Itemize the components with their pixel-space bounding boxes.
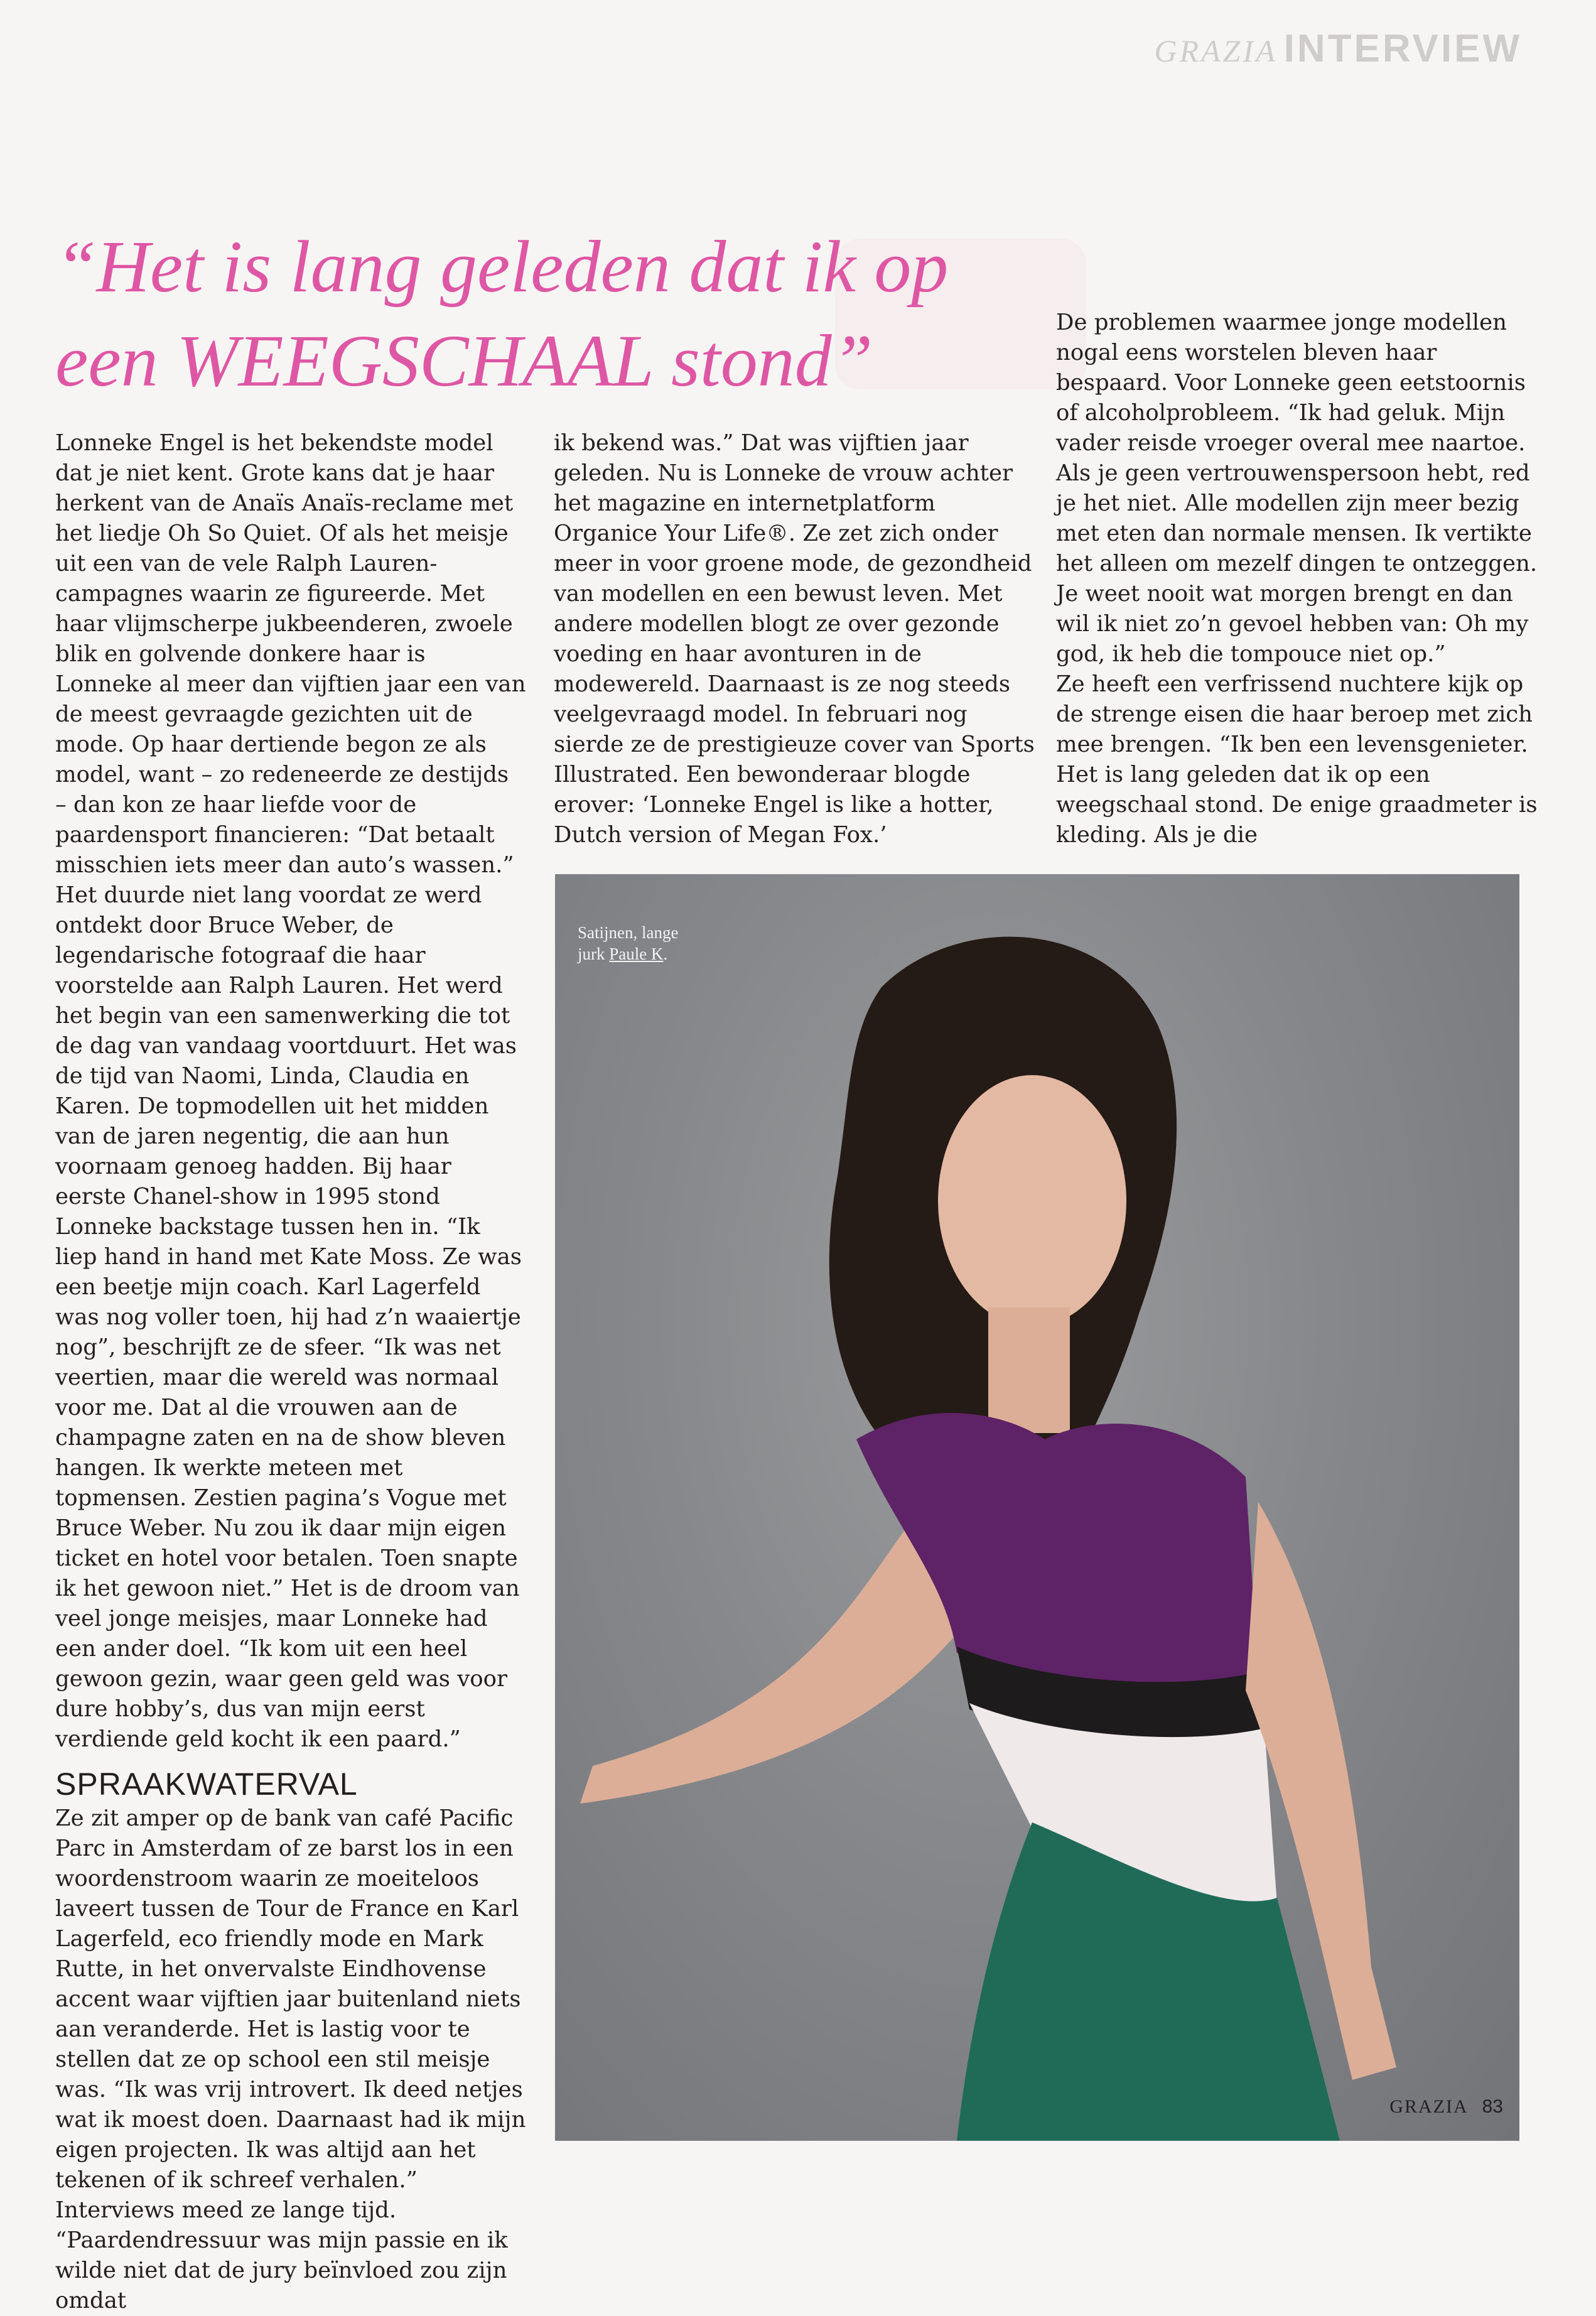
portrait-photo bbox=[555, 874, 1519, 2141]
page-header bbox=[1154, 26, 1522, 72]
text-column-1 bbox=[55, 428, 526, 2316]
intro-paragraph: Lonneke Engel is het bekendste model dat je niet kent. Grote kans dat je haar herkent van de Anaïs Anaïs-reclame met het liedje Oh So Quiet. Of als het meisje uit een van de vele Ralph Lauren-campagnes waarin ze figureerde. Met haar vlijmscherpe jukbeenderen, zwoele blik en golvende donkere haar is Lonneke al meer dan vijftien jaar een van de meest gevraagde gezichten uit de mode. Op haar dertiende begon ze als model, want – zo redeneerde ze destijds – dan kon ze haar liefde voor de paardensport financieren: “Dat betaalt misschien iets meer dan auto’s wassen.” Het duurde niet lang voordat ze werd ontdekt door Bruce Weber, de legendarische fotograaf die haar voorstelde aan Ralph Lauren. Het werd het begin van een samenwerking die tot de dag van vandaag voortduurt. Het was de tijd van Naomi, Linda, Claudia en Karen. De topmodellen uit het midden van de jaren negentig, die aan hun voornaam genoeg hadden. Bij haar eerste Chanel-show in 1995 stond Lonneke backstage tussen hen in. “Ik liep hand in hand met Kate Moss. Ze was een beetje mijn coach. Karl Lagerfeld was nog voller toen, hij had z’n waaiertje nog”, beschrijft ze de sfeer. “Ik was net veertien, maar die wereld was normaal voor me. Dat al die vrouwen aan de champagne zaten en na de show bleven hangen. Ik werkte meteen met topmensen. Zestien pagina’s Vogue met Bruce Weber. Nu zou ik daar mijn eigen ticket en hotel voor betalen. Toen snapte ik het gewoon niet.” Het is de droom van veel jonge meisjes, maar Lonneke had een ander doel. “Ik kom uit een heel gewoon gezin, waar geen geld was voor dure hobby’s, dus van mijn eerst verdiende geld kocht ik een paard.” bbox=[55, 430, 526, 1752]
col2-paragraph: ik bekend was.” Dat was vijftien jaar geleden. Nu is Lonneke de vrouw achter het magazine en internetplatform Organice Your Life®. Ze zet zich onder meer in voor groene mode, de gezondheid van modellen en een bewust leven. Met andere modellen blogt ze over gezonde voeding en haar avonturen in de modewereld. Daarnaast is ze nog steeds veelgevraagd model. In februari nog sierde ze de prestigieuze cover van Sports Illustrated. Een bewonderaar blogde erover: ‘Lonneke Engel is like a hotter, Dutch version of Megan Fox.’ bbox=[554, 430, 1035, 848]
headline-line-1: “Het is lang geleden dat ik op bbox=[55, 225, 949, 308]
caption-end: . bbox=[663, 944, 668, 963]
col3-paragraph-1: De problemen waarmee jonge modellen nogal eens worstelen bleven haar bespaard. Voor Lonneke geen eetstoornis of alcoholprobleem. “Ik had geluk. Mijn vader reisde vroeger overal mee naartoe. Als je geen vertrouwenspersoon hebt, red je het niet. Alle modellen zijn meer bezig met eten dan normale mensen. Ik vertikte het alleen om mezelf dingen te ontzeggen. Je weet nooit wat morgen brengt en dan wil ik niet zo’n gevoel hebben van: Oh my god, ik heb die tompouce niet op.” bbox=[1056, 310, 1538, 667]
face bbox=[938, 1075, 1126, 1326]
headline bbox=[55, 220, 997, 408]
caption-brand: Paule K bbox=[609, 944, 664, 963]
subheading-spraakwaterval: SPRAAKWATERVAL bbox=[55, 1767, 358, 1802]
headline-line-2: een WEEGSCHAAL stond” bbox=[55, 320, 873, 402]
body-paragraph-2: Ze zit amper op de bank van café Pacific Parc in Amsterdam of ze barst los in een woordenstroom waarin ze moeiteloos laveert tussen de Tour de France en Karl Lagerfeld, eco friendly mode en Mark Rutte, in het onvervalste Eindhovense accent waar vijftien jaar buitenland niets aan veranderde. Het is lastig voor te stellen dat ze op school een stil meisje was. “Ik was vrij introvert. Ik deed netjes wat ik moest doen. Daarnaast had ik mijn eigen projecten. Ik was altijd aan het tekenen of ik schreef verhalen.” Interviews meed ze lange tijd. “Paardendressuur was mijn passie en ik wilde niet dat de jury beïnvloed zou zijn omdat bbox=[55, 1805, 526, 2313]
header-magazine-name: GRAZIA bbox=[1154, 33, 1278, 68]
caption-prefix: jurk bbox=[578, 944, 610, 963]
header-section-label: INTERVIEW bbox=[1283, 27, 1522, 70]
text-column-3 bbox=[1056, 308, 1546, 850]
portrait-illustration bbox=[555, 874, 1519, 2141]
caption-line-1: Satijnen, lange bbox=[578, 923, 679, 942]
footer-magazine-name: GRAZIA bbox=[1389, 2096, 1469, 2117]
col3-paragraph-2: Ze heeft een verfrissend nuchtere kijk op de strenge eisen die haar beroep met zich mee brengen. “Ik ben een levensgenieter. Het is lang geleden dat ik op een weegschaal stond. De enige graadmeter is kleding. Als je die bbox=[1056, 671, 1538, 848]
arm-left bbox=[580, 1527, 982, 1804]
photo-caption bbox=[578, 922, 678, 965]
text-column-2 bbox=[554, 428, 1037, 850]
page-footer bbox=[1389, 2096, 1503, 2118]
neck bbox=[988, 1307, 1070, 1433]
page-number: 83 bbox=[1482, 2096, 1503, 2117]
